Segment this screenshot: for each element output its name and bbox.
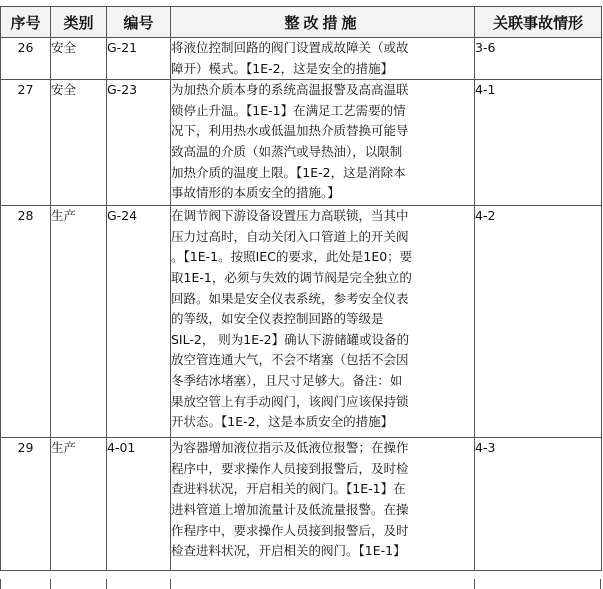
row-code: G-21 (107, 38, 171, 80)
column-divider (50, 579, 51, 589)
table-row (1, 38, 602, 80)
row-code: G-24 (107, 206, 171, 438)
row-category: 生产 (51, 438, 107, 571)
measure-line: 将液位控制回路的阀门设置成故障关（或故 (171, 40, 409, 55)
row-category: 安全 (51, 38, 107, 80)
measure-line: 。【1E-1。按照IEC的要求，此处是1E0；要 (171, 249, 413, 265)
row-scenario: 4-1 (475, 80, 602, 206)
measure-line: 冬季结冰堵塞），且尺寸足够大。备注：如 (171, 372, 403, 388)
column-divider (474, 579, 475, 589)
header-scenario: 关联事故情形 (475, 7, 602, 38)
measure-line: 的等级，如安全仪表控制回路的等级是 (171, 311, 384, 327)
column-divider (170, 579, 171, 589)
column-divider (106, 579, 107, 589)
header-code: 编号 (107, 7, 171, 38)
row-no: 27 (1, 80, 51, 206)
row-no: 29 (1, 438, 51, 571)
measure-line: 加热介质的温度上限。【1E-2，这是消除本 (171, 164, 406, 180)
header-category: 类别 (51, 7, 107, 38)
header-no: 序号 (1, 7, 51, 38)
measure-line: 为容器增加液位指示及低液位报警；在操作 (171, 440, 409, 456)
measure-line: 作程序中，要求操作人员接到报警后，及时 (171, 522, 409, 538)
row-no: 28 (1, 206, 51, 438)
measure-line: 况下，利用热水或低温加热介质替换可能导 (171, 123, 409, 139)
measure-line: 回路。如果是安全仪表系统，参考安全仪表 (171, 290, 409, 306)
row-no: 26 (1, 38, 51, 80)
measure-line: 为加热介质本身的系统高温报警及高高温联 (171, 82, 409, 98)
measure-line: 致高温的介质（如蒸汽或导热油），以限制 (171, 143, 403, 159)
measure-line: 取1E-1，必须与失效的调节阀是完全独立的 (171, 269, 412, 285)
table-row (1, 206, 602, 438)
column-divider (0, 579, 1, 589)
row-scenario: 4-2 (475, 206, 602, 438)
measure-line: 事故情形的本质安全的措施。】 (171, 185, 340, 201)
measure-line: 压力过高时，自动关闭入口管道上的开关阀 (171, 228, 409, 244)
row-measure (171, 80, 475, 206)
row-measure (171, 206, 475, 438)
row-code: G-23 (107, 80, 171, 206)
measure-line: 开状态。【1E-2，这是本质安全的措施】 (171, 414, 394, 430)
measure-line: 果放空管上有手动阀门，该阀门应该保持锁 (171, 393, 409, 409)
measure-line: 进料管道上增加流量计及低流量报警。在操 (171, 501, 409, 517)
measure-line: 放空管连通大气，不会不堵塞（包括不会因 (171, 352, 409, 368)
row-scenario: 4-3 (475, 438, 602, 571)
rectification-table (0, 6, 602, 571)
measure-line: 检查进料状况，开启相关的阀门。【1E-1】 (171, 543, 406, 559)
measure-line: 程序中，要求操作人员接到报警后，及时检 (171, 460, 409, 476)
table-row (1, 80, 602, 206)
measure-line: 障开）模式。【1E-2，这是安全的措施】 (171, 60, 394, 76)
row-category: 安全 (51, 80, 107, 206)
measure-line: 查进料状况，开启相关的阀门。【1E-1】在 (171, 481, 406, 497)
column-divider (600, 579, 601, 589)
header-measure: 整改措施 (171, 7, 475, 38)
row-measure (171, 438, 475, 571)
measure-line: 锁停止升温。【1E-1】在满足工艺需要的情 (171, 102, 406, 118)
header-row (1, 7, 602, 38)
row-scenario: 3-6 (475, 38, 602, 80)
row-category: 生产 (51, 206, 107, 438)
table-row (1, 438, 602, 571)
measure-line: SIL-2， 则为1E-2】确认下游储罐或设备的 (171, 331, 410, 347)
cropped-next-row (0, 579, 601, 589)
row-measure (171, 38, 475, 80)
measure-line: 在调节阀下游设备设置压力高联锁，当其中 (171, 208, 409, 224)
row-code: 4-01 (107, 438, 171, 571)
